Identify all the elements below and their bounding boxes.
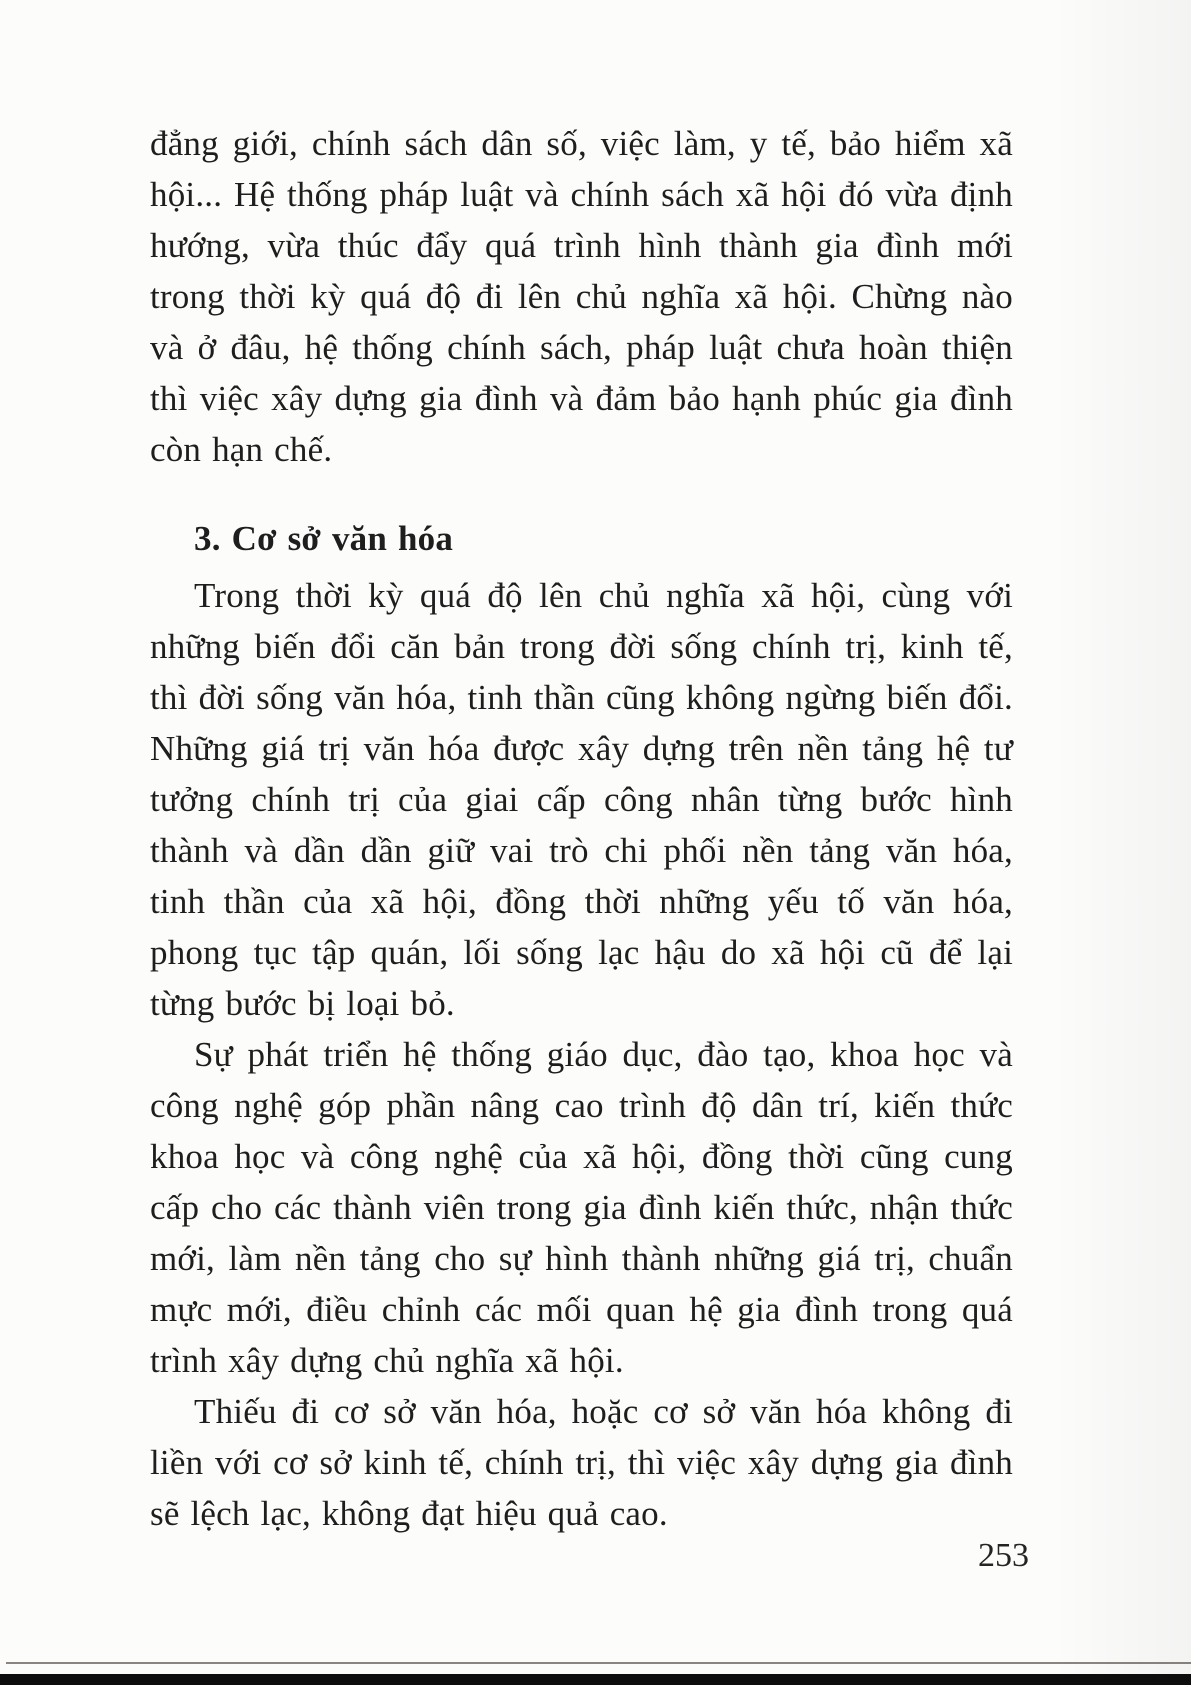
body-paragraph: Sự phát triển hệ thống giáo dục, đào tạo, khoa học và công nghệ góp phần nâng cao trình độ dân trí, kiến thức khoa học và công nghệ của xã hội, đồng thời cũng cung cấp cho các thành viên trong gia đình kiến thức, nhận thức mới, làm nền tảng cho sự hình thành những giá trị, chuẩn mực mới, điều chỉnh các mối quan hệ gia đình trong quá trình xây dựng chủ nghĩa xã hội.	[150, 1035, 1013, 1380]
body-paragraph: đẳng giới, chính sách dân số, việc làm, y tế, bảo hiểm xã hội... Hệ thống pháp luật và chính sách xã hội đó vừa định hướng, vừa thúc đẩy quá trình hình thành gia đình mới trong thời kỳ quá độ đi lên chủ nghĩa xã hội. Chừng nào và ở đâu, hệ thống chính sách, pháp luật chưa hoàn thiện thì việc xây dựng gia đình và đảm bảo hạnh phúc gia đình còn hạn chế.	[150, 124, 1013, 469]
body-paragraph: Thiếu đi cơ sở văn hóa, hoặc cơ sở văn hóa không đi liền với cơ sở kinh tế, chính trị, thì việc xây dựng gia đình sẽ lệch lạc, không đạt hiệu quả cao.	[150, 1392, 1013, 1533]
page-number: 253	[978, 1537, 1029, 1574]
divider-line	[6, 1662, 1191, 1664]
bottom-bar	[0, 1674, 1191, 1685]
body-paragraph: Trong thời kỳ quá độ lên chủ nghĩa xã hội, cùng với những biến đổi căn bản trong đời sống chính trị, kinh tế, thì đời sống văn hóa, tinh thần cũng không ngừng biến đổi. Những giá trị văn hóa được xây dựng trên nền tảng hệ tư tưởng chính trị của giai cấp công nhân từng bước hình thành và dần dần giữ vai trò chi phối nền tảng văn hóa, tinh thần của xã hội, đồng thời những yếu tố văn hóa, phong tục tập quán, lối sống lạc hậu do xã hội cũ để lại từng bước bị loại bỏ.	[150, 576, 1013, 1023]
text-blocks	[150, 118, 1013, 1539]
section-heading: 3. Cơ sở văn hóa	[194, 519, 454, 558]
